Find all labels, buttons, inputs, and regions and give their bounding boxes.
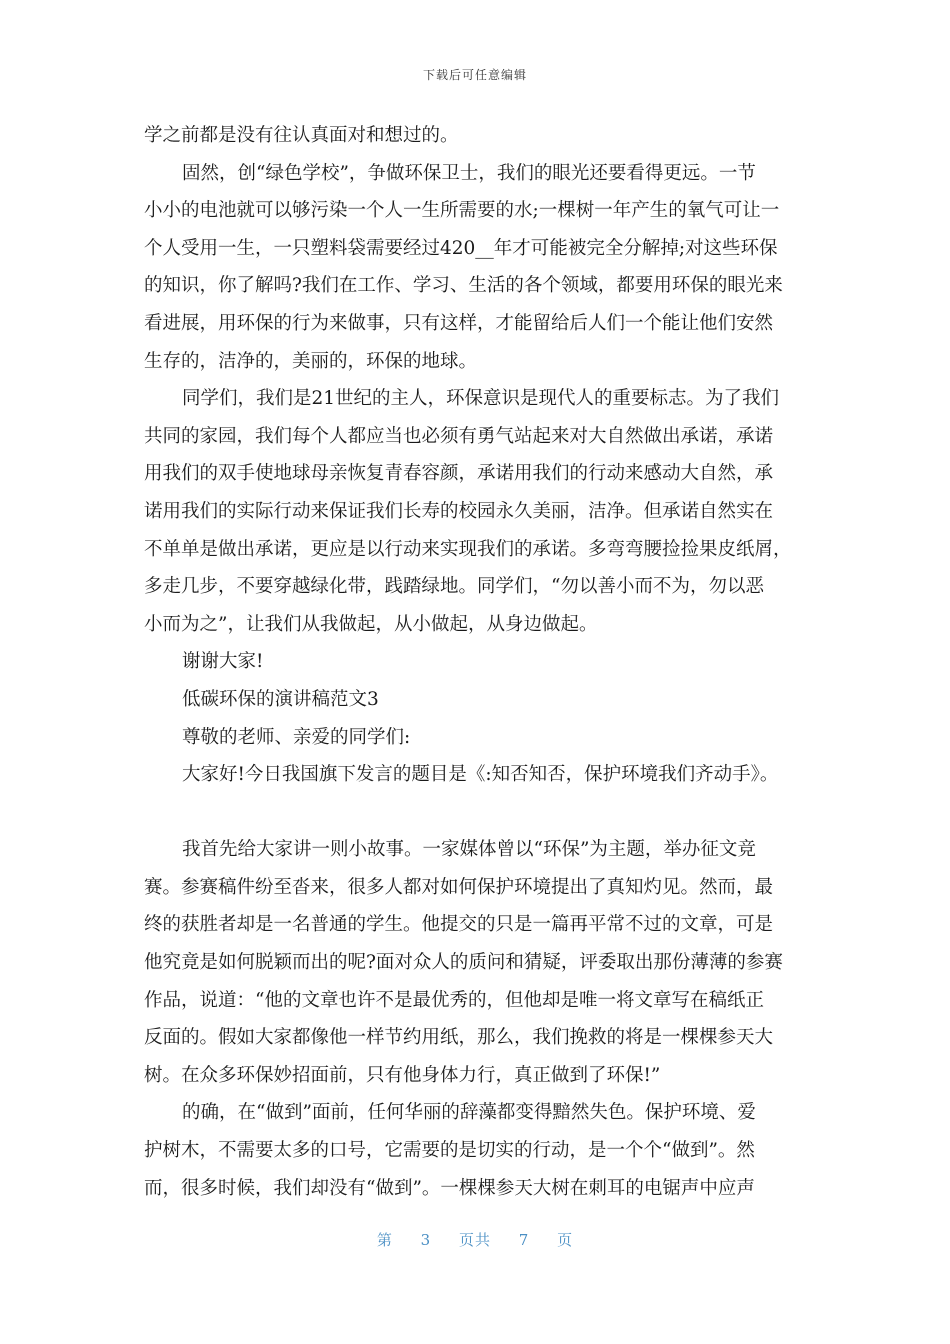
paragraph-gap xyxy=(144,794,806,832)
text-line: 大家好!今日我国旗下发言的题目是《:知否知否，保护环境我们齐动手》。 xyxy=(182,764,779,786)
text-line: 而，很多时候，我们却没有“做到”。一棵棵参天大树在刺耳的电锯声中应声 xyxy=(144,1177,755,1199)
text-line: 小而为之”，让我们从我做起，从小做起，从身边做起。 xyxy=(144,613,598,635)
text-line: 同学们，我们是21世纪的主人，环保意识是现代人的重要标志。为了我们 xyxy=(182,388,780,410)
text-line: 谢谢大家! xyxy=(182,651,264,673)
document-body xyxy=(144,117,806,1207)
text-line: 多走几步，不要穿越绿化带，践踏绿地。同学们，“勿以善小而不为，勿以恶 xyxy=(144,576,764,598)
text-line: 诺用我们的实际行动来保证我们长寿的校园永久美丽，洁净。但承诺自然实在 xyxy=(144,500,774,522)
text-line: 小小的电池就可以够污染一个人一生所需要的水;一棵树一年产生的氧气可让一 xyxy=(144,200,780,222)
footer-label-page: 第 xyxy=(376,1231,393,1249)
text-line: 尊敬的老师、亲爱的同学们: xyxy=(182,726,411,748)
page-footer xyxy=(0,1229,950,1250)
text-line: 护树木，不需要太多的口号，它需要的是切实的行动，是一个个“做到”。然 xyxy=(144,1140,755,1162)
text-line: 不单单是做出承诺，更应是以行动来实现我们的承诺。多弯弯腰捡捡果皮纸屑， xyxy=(144,538,792,560)
text-line: 树。在众多环保妙招面前，只有他身体力行，真正做到了环保!” xyxy=(144,1064,661,1086)
section-title: 低碳环保的演讲稿范文3 xyxy=(182,688,379,710)
text-line: 生存的，洁净的，美丽的，环保的地球。 xyxy=(144,350,478,372)
text-line: 共同的家园，我们每个人都应当也必须有勇气站起来对大自然做出承诺，承诺 xyxy=(144,425,774,447)
footer-label-end: 页 xyxy=(557,1231,574,1249)
footer-label-mid: 页共 xyxy=(458,1231,491,1249)
text-line: 反面的。假如大家都像他一样节约用纸，那么，我们挽救的将是一棵棵参天大 xyxy=(144,1027,774,1049)
page-header: 下载后可任意编辑 xyxy=(422,68,527,82)
total-page-number: 7 xyxy=(518,1231,530,1249)
text-line: 我首先给大家讲一则小故事。一家媒体曾以“环保”为主题，举办征文竞 xyxy=(182,839,756,861)
text-line: 的确，在“做到”面前，任何华丽的辞藻都变得黯然失色。保护环境、爱 xyxy=(182,1102,756,1124)
text-line: 学之前都是没有往认真面对和想过的。 xyxy=(144,125,459,146)
text-line: 作品，说道：“他的文章也许不是最优秀的，但他却是唯一将文章写在稿纸正 xyxy=(144,989,764,1011)
text-line: 赛。参赛稿件纷至沓来，很多人都对如何保护环境提出了真知灼见。然而，最 xyxy=(144,876,774,898)
text-line: 固然，创“绿色学校”，争做环保卫士，我们的眼光还要看得更远。一节 xyxy=(182,162,756,184)
text-line: 他究竟是如何脱颖而出的呢?面对众人的质问和猜疑，评委取出那份薄薄的参赛 xyxy=(144,952,783,974)
current-page-number: 3 xyxy=(420,1231,432,1249)
text-line: 的知识，你了解吗?我们在工作、学习、生活的各个领域，都要用环保的眼光来 xyxy=(144,275,783,297)
text-line: 个人受用一生，一只塑料袋需要经过420__年才可能被完全分解掉;对这些环保 xyxy=(144,237,778,259)
text-line: 终的获胜者却是一名普通的学生。他提交的只是一篇再平常不过的文章，可是 xyxy=(144,914,774,936)
text-line: 用我们的双手使地球母亲恢复青春容颜，承诺用我们的行动来感动大自然，承 xyxy=(144,463,774,485)
text-line: 看进展，用环保的行为来做事，只有这样，才能留给后人们一个能让他们安然 xyxy=(144,312,774,334)
